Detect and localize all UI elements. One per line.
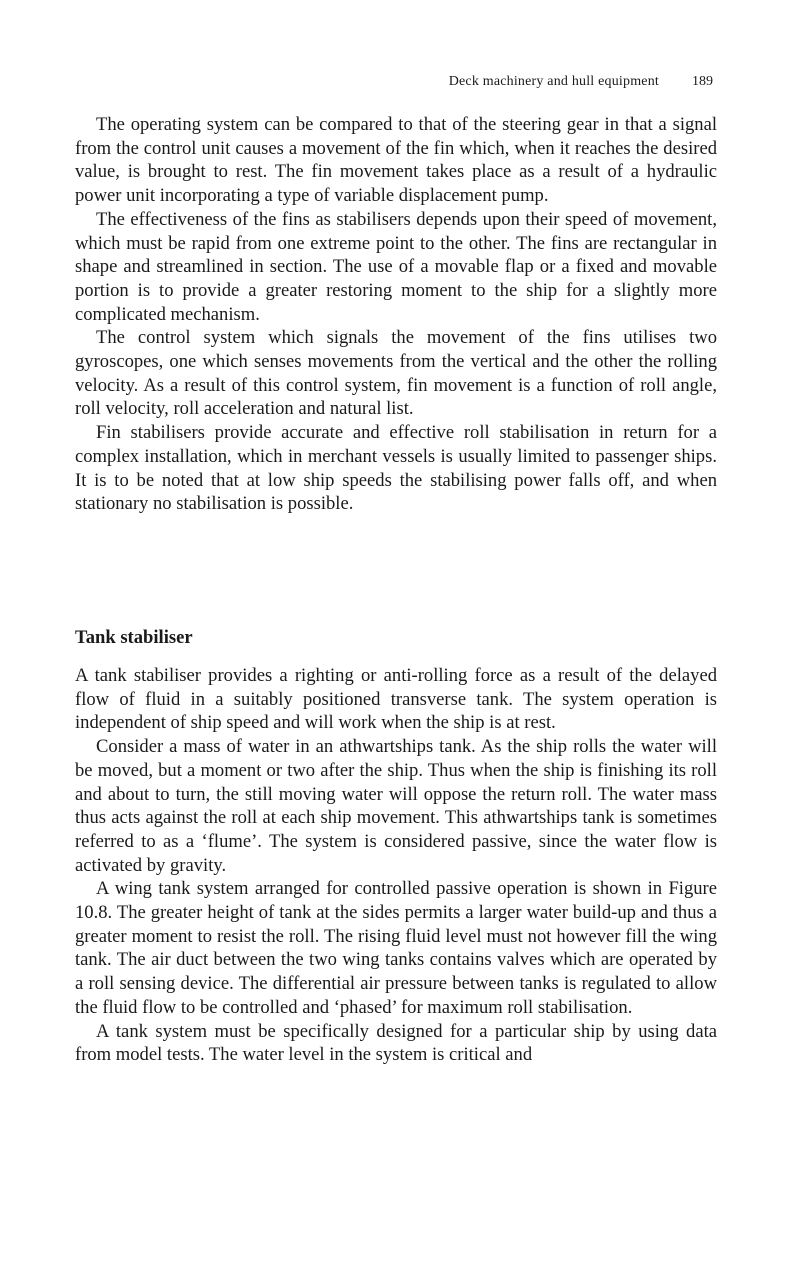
paragraph: A wing tank system arranged for controlled passive operation is shown in Figure 10.8. The greater height of tank at the sides permits a larger water build-up and thus a greater moment to resist the roll. The rising fluid level must not however fill the wing tank. The air duct between the two wing tanks contains valves which are operated by a roll sensing device. The differential air pressure between tanks is regulated to allow the fluid flow to be controlled and ‘phased’ for maximum roll stabilisation. xyxy=(75,878,717,1018)
running-title: Deck machinery and hull equipment xyxy=(448,74,659,89)
paragraph: The operating system can be compared to that of the steering gear in that a signal from the control unit causes a movement of the fin which, when it reaches the desired value, is brought to rest. The fin movement takes place as a result of a hydraulic power unit incorporating a type of variable displacement pump. xyxy=(75,114,717,207)
paragraph: Consider a mass of water in an athwartships tank. As the ship rolls the water will be moved, but a moment or two after the ship. Thus when the ship is finishing its roll and about to turn, the still moving water will oppose the return roll. The water mass thus acts against the roll at each ship movement. This athwartships tank is sometimes referred to as a ‘flume’. The system is considered passive, since the water flow is activated by gravity. xyxy=(75,736,717,876)
paragraph: The control system which signals the movement of the fins utilises two gyroscopes, one which senses movements from the vertical and the other the rolling velocity. As a result of this control system, fin movement is a function of roll angle, roll velocity, roll acceleration and natural list. xyxy=(75,327,717,420)
tank-stabiliser-text xyxy=(75,664,717,1067)
section-heading: Tank stabiliser xyxy=(75,627,193,648)
paragraph: The effectiveness of the fins as stabilisers depends upon their speed of movement, which must be rapid from one extreme point to the other. The fins are rectangular in shape and streamlined in section. The use of a movable flap or a fixed and movable portion is to provide a greater restoring moment to the ship for a slightly more complicated mechanism. xyxy=(75,208,717,325)
paragraph: A tank stabiliser provides a righting or anti-rolling force as a result of the delayed flow of fluid in a suitably positioned transverse tank. The system operation is independent of ship speed and will work when the ship is at rest. xyxy=(75,665,717,734)
fin-stabiliser-text xyxy=(75,113,717,516)
page-number: 189 xyxy=(692,74,713,89)
paragraph: A tank system must be specifically designed for a particular ship by using data from model tests. The water level in the system is critical and xyxy=(75,1020,717,1066)
paragraph: Fin stabilisers provide accurate and effective roll stabilisation in return for a complex installation, which in merchant vessels is usually limited to passenger ships. It is to be noted that at low ship speeds the stabilising power falls off, and when stationary no stabilisation is possible. xyxy=(75,422,717,515)
running-header xyxy=(0,72,789,94)
